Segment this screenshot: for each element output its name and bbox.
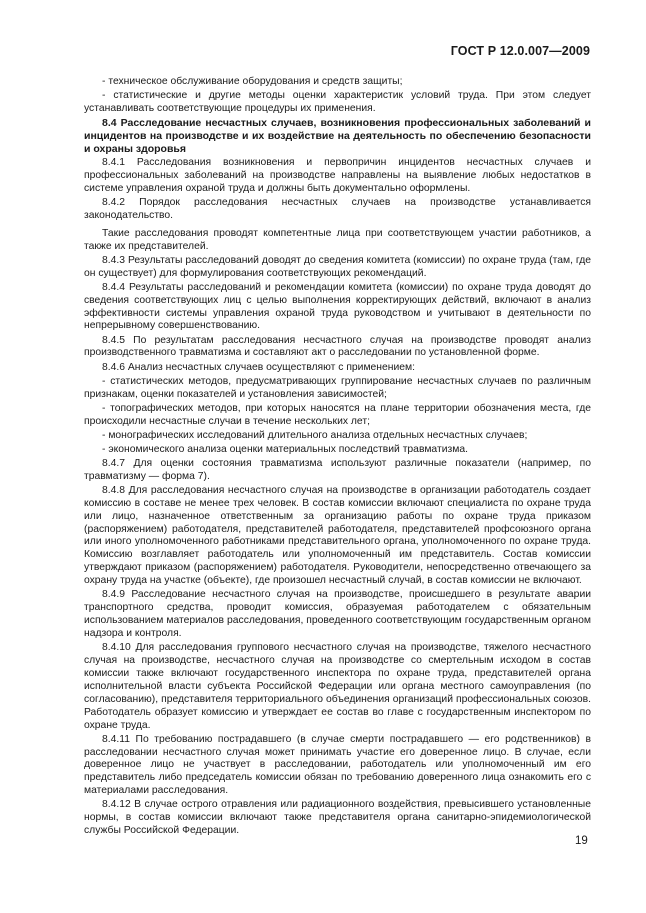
paragraph: 8.4.2 Порядок расследования несчастных случаев на производстве устанавливается законодательство.: [84, 196, 591, 221]
paragraph: 8.4.7 Для оценки состояния травматизма используют различные показатели (например, по травматизму — форма 7).: [84, 457, 591, 482]
paragraph: Такие расследования проводят компетентные лица при соответствующем участии работников, а также их представителей.: [84, 227, 591, 252]
list-item: - экономического анализа оценки материальных последствий травматизма.: [102, 443, 468, 455]
document-code-header: ГОСТ Р 12.0.007—2009: [450, 44, 590, 58]
paragraph: 8.4.12 В случае острого отравления или радиационного воздействия, превысившего установленные нормы, в состав комиссии включают также представителя органа санитарно-эпидемиологической службы Российской Федерации.: [84, 799, 591, 837]
paragraph: 8.4.4 Результаты расследований и рекомендации комитета (комиссии) по охране труда доводят до сведения соответствующих лиц с целью выполнения корректирующих действий, включают в анализ эффективности системы управления охраной труда руководством и учитывают в деятельности по непрерывному совершенствованию.: [84, 281, 591, 332]
list-item: - техническое обслуживание оборудования и средств защиты;: [102, 76, 403, 87]
paragraph: 8.4.5 По результатам расследования несчастного случая на производстве проводят анализ производственного травматизма и составляют акт о расследовании по установленной форме.: [84, 334, 591, 359]
section-heading: 8.4 Расследование несчастных случаев, возникновения профессиональных заболеваний и инцидентов на производстве и их воздействие на деятельность по обеспечению безопасности и охраны здоровья: [84, 117, 591, 155]
page-number: 19: [575, 835, 588, 847]
paragraph: 8.4.1 Расследования возникновения и первопричин инцидентов несчастных случаев и профессиональных заболеваний на производстве направлены на выявление любых недостатков в системе управления охраной труда и должны быть документально оформлены.: [84, 157, 591, 194]
list-item: - топографических методов, при которых наносятся на плане территории обозначения места, где происходили несчастные случаи в течение нескольких лет;: [84, 402, 591, 427]
list-item: - статистические и другие методы оценки характеристик условий труда. При этом следует устанавливать соответствующие процедуры их применения.: [84, 90, 591, 114]
list-item: - статистических методов, предусматривающих группирование несчастных случаев по различным признакам, оценки показателей и установления зависимостей;: [84, 375, 591, 400]
list-item: - монографических исследований длительного анализа отдельных несчастных случаев;: [102, 429, 528, 441]
paragraph: 8.4.9 Расследование несчастного случая на производстве, происшедшего в результате аварии транспортного средства, проводит комиссия, образуемая работодателем с обязательным использованием материалов расследования, проведенного соответствующим государственным органом надзора и контроля.: [84, 589, 591, 639]
document-body: [84, 76, 591, 839]
paragraph: 8.4.11 По требованию пострадавшего (в случае смерти пострадавшего — его родственников) в расследовании несчастного случая может принимать участие его доверенное лицо. В случае, если доверенное лицо не участвует в расследовании, работодатель или уполномоченный им его представитель либо председатель комиссии обязан по требованию доверенного лица ознакомить его с материалами расследования.: [84, 733, 591, 797]
paragraph: 8.4.8 Для расследования несчастного случая на производстве в организации работодатель создает комиссию в составе не менее трех человек. В состав комиссии включают специалиста по охране труда или лицо, назначенное ответственным за организацию работы по охране труда приказом (распоряжением) работодателя, представителей работодателя, представителей профсоюзного органа или иного уполномоченного работниками представительного органа, уполномоченного по охране труда. Комиссию возглавляет работодатель или уполномоченный им представитель. Состав комиссии утверждают приказом (распоряжением) работодателя. Руководители, непосредственно отвечающего за охрану труда на участке (объекте), где произошел несчастный случай, в состав комиссии не включают.: [84, 484, 591, 587]
paragraph: 8.4.10 Для расследования группового несчастного случая на производстве, тяжелого несчастного случая на производстве, несчастного случая на производстве со смертельным исходом в состав комиссии также включают государственного инспектора по охране труда, представителей органа исполнительной власти субъекта Российской Федерации или органа местного самоуправления (по согласованию), представителя территориального объединения организаций профессиональных союзов. Работодатель образует комиссию и утверждает ее состав во главе с государственным инспектором по охране труда.: [84, 642, 591, 731]
paragraph: 8.4.6 Анализ несчастных случаев осуществляют с применением:: [102, 361, 416, 373]
paragraph: 8.4.3 Результаты расследований доводят до сведения комитета (комиссии) по охране труда (там, где он существует) для формулирования соответствующих рекомендаций.: [84, 254, 591, 279]
